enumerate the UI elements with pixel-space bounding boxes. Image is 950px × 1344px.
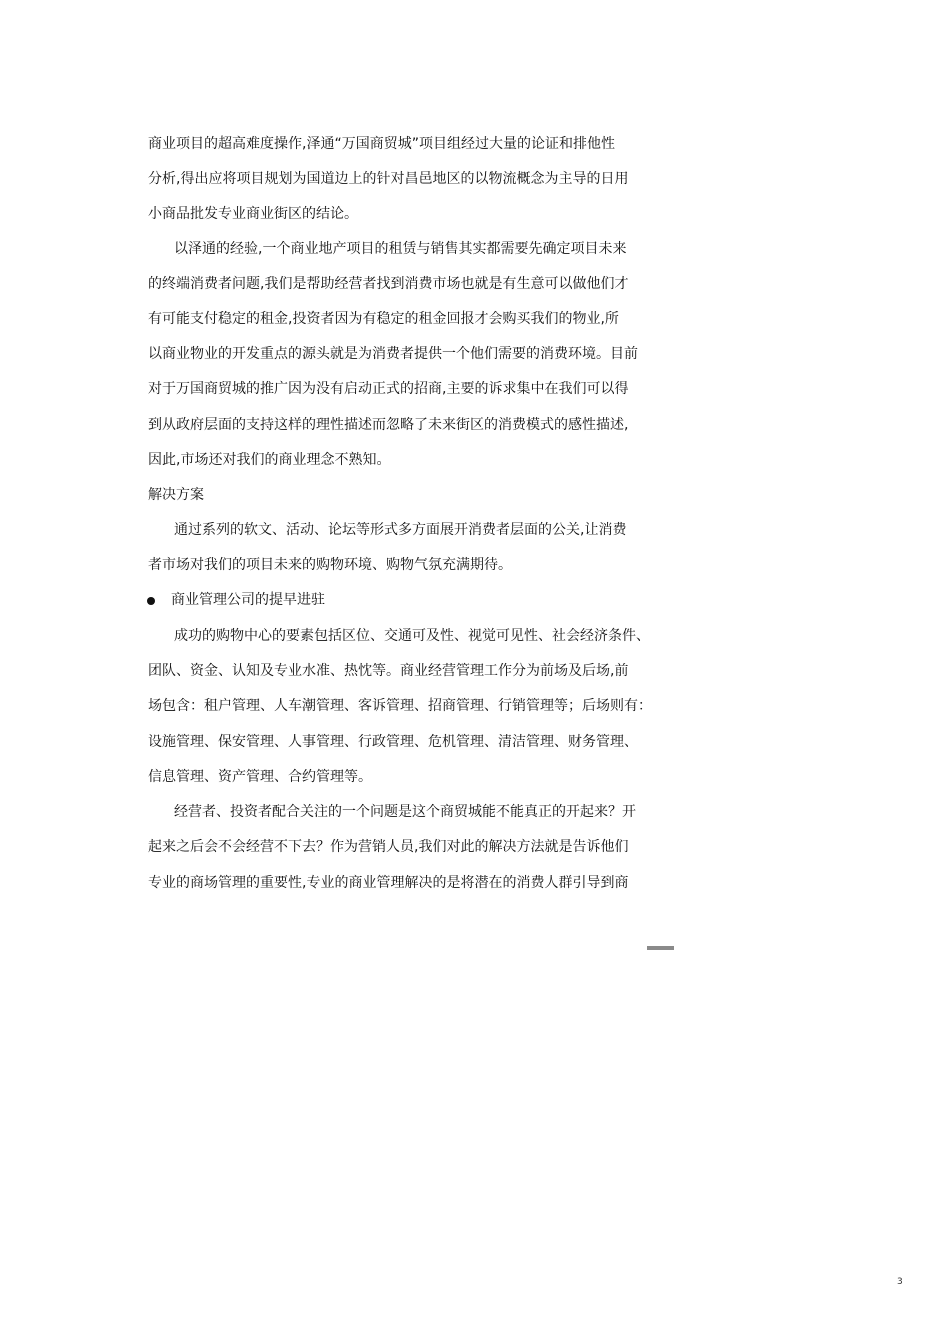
decorative-dash [647, 946, 674, 950]
paragraph-line: 起来之后会不会经营不下去？作为营销人员,我们对此的解决方法就是告诉他们 [148, 839, 629, 855]
paragraph-line: 有可能支付稳定的租金,投资者因为有稳定的租金回报才会购买我们的物业,所 [148, 311, 619, 327]
paragraph-line: 经营者、投资者配合关注的一个问题是这个商贸城能不能真正的开起来？开 [174, 804, 636, 820]
paragraph-line: 者市场对我们的项目未来的购物环境、购物气氛充满期待。 [148, 557, 512, 573]
paragraph-line: 商业项目的超高难度操作,泽通“万国商贸城”项目组经过大量的论证和排他性 [148, 136, 615, 152]
paragraph-line: 以商业物业的开发重点的源头就是为消费者提供一个他们需要的消费环境。目前 [148, 346, 638, 362]
paragraph-line: 通过系列的软文、活动、论坛等形式多方面展开消费者层面的公关,让消费 [174, 522, 627, 538]
paragraph-line: 到从政府层面的支持这样的理性描述而忽略了未来街区的消费模式的感性描述, [148, 417, 629, 433]
paragraph-line: 信息管理、资产管理、合约管理等。 [148, 769, 372, 785]
paragraph-line: 对于万国商贸城的推广因为没有启动正式的招商,主要的诉求集中在我们可以得 [148, 381, 629, 397]
bullet-heading: 商业管理公司的提早进驻 [171, 592, 325, 608]
paragraph-line: 的终端消费者问题,我们是帮助经营者找到消费市场也就是有生意可以做他们才 [148, 276, 629, 292]
paragraph-line: 小商品批发专业商业街区的结论。 [148, 206, 358, 222]
paragraph-line: 因此,市场还对我们的商业理念不熟知。 [148, 452, 391, 468]
paragraph-line: 团队、资金、认知及专业水准、热忱等。商业经营管理工作分为前场及后场,前 [148, 663, 629, 679]
page-number: 3 [897, 1277, 903, 1287]
paragraph-line: 专业的商场管理的重要性,专业的商业管理解决的是将潜在的消费人群引导到商 [148, 875, 629, 891]
paragraph-line: 场包含：租户管理、人车潮管理、客诉管理、招商管理、行销管理等；后场则有： [148, 698, 652, 714]
paragraph-line: 以泽通的经验,一个商业地产项目的租赁与销售其实都需要先确定项目未来 [174, 241, 627, 257]
paragraph-line: 设施管理、保安管理、人事管理、行政管理、危机管理、清洁管理、财务管理、 [148, 734, 638, 750]
bullet-icon [147, 597, 155, 605]
section-heading: 解决方案 [148, 487, 204, 503]
paragraph-line: 成功的购物中心的要素包括区位、交通可及性、视觉可见性、社会经济条件、 [174, 628, 650, 644]
paragraph-line: 分析,得出应将项目规划为国道边上的针对昌邑地区的以物流概念为主导的日用 [148, 171, 629, 187]
